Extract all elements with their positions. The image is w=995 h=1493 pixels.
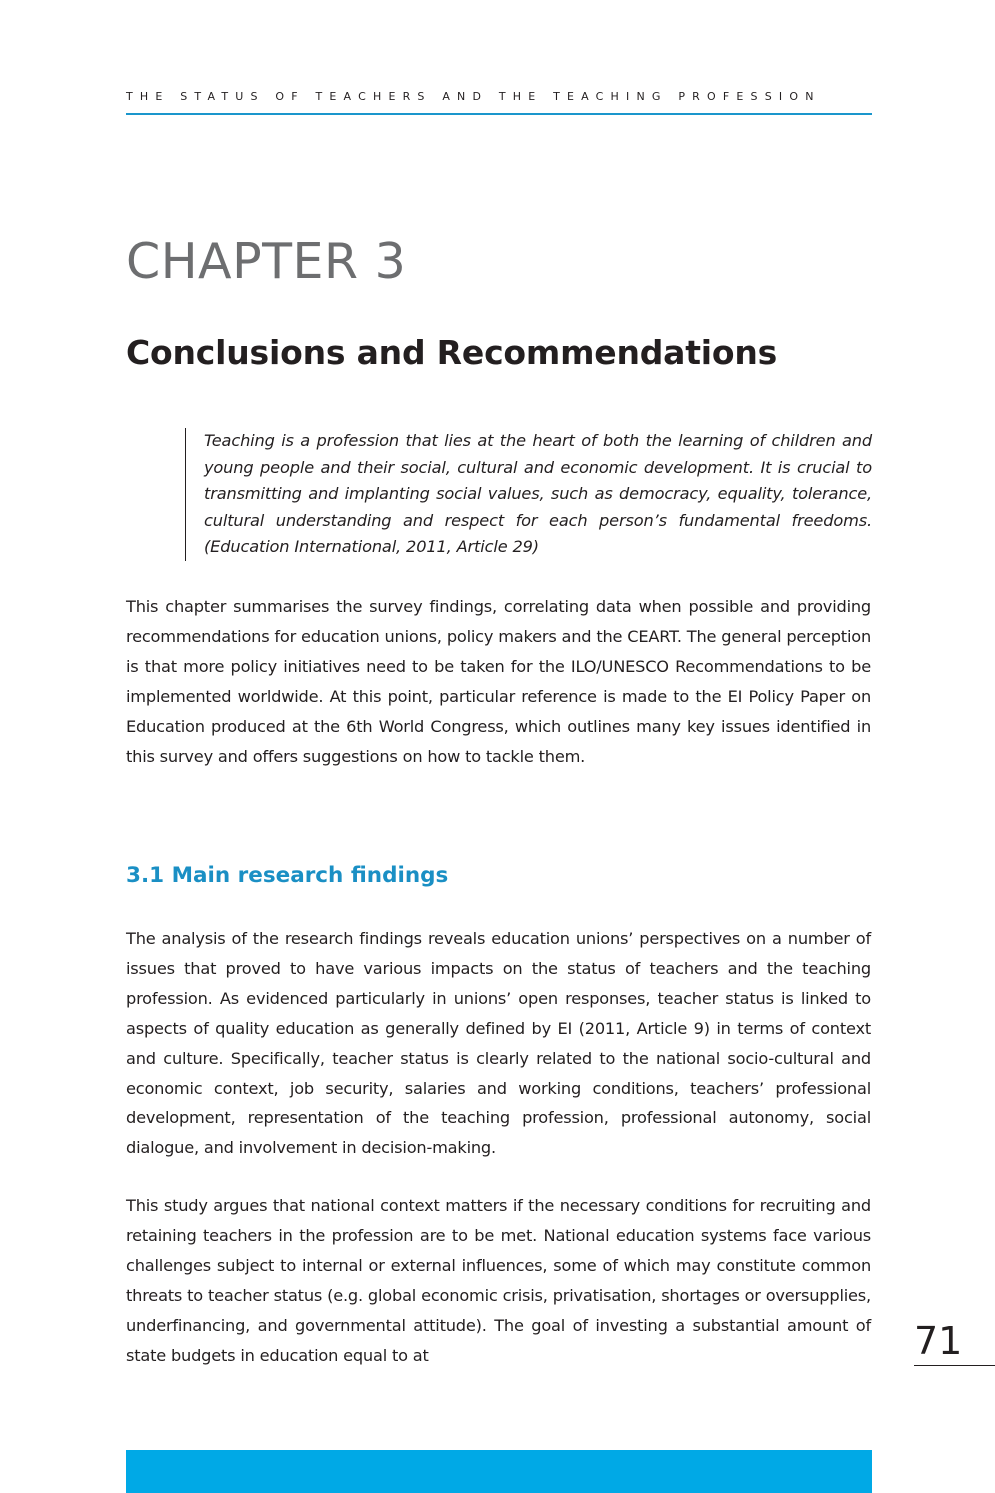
running-header: THE STATUS OF TEACHERS AND THE TEACHING PROFESSION [126, 90, 821, 103]
intro-paragraph: This chapter summarises the survey findings, correlating data when possible and providing recommendations for education unions, policy makers and the CEART. The general perception is that more policy initiatives need to be taken for the ILO/UNESCO Recommendations to be implemented worldwide. At this point, particular reference is made to the EI Policy Paper on Education produced at the 6th World Congress, which outlines many key issues identified in this survey and offers suggestions on how to tackle them. [126, 597, 871, 766]
findings-paragraph-2: This study argues that national context matters if the necessary conditions for recruiting and retaining teachers in the profession are to be met. National education systems face various challenges subject to internal or external influences, some of which may constitute common threats to teacher status (e.g. global economic crisis, privatisation, shortages or oversupplies, underfinancing, and governmental attitude). The goal of investing a substantial amount of state budgets in education equal to at [126, 1196, 871, 1365]
footer-bar [126, 1450, 872, 1493]
epigraph-text: Teaching is a profession that lies at the heart of both the learning of children and young people and their social, cultural and economic development. It is crucial to transmitting and implanting social values, such as democracy, equality, tolerance, cultural understanding and respect for each person’s fundamental freedoms. (Education International, 2011, Article 29) [204, 431, 872, 556]
page-number-rule [914, 1365, 995, 1366]
header-rule [126, 113, 872, 115]
findings-paragraph-1: The analysis of the research findings reveals education unions’ perspectives on a number of issues that proved to have various impacts on the status of teachers and the teaching profession. As evidenced particularly in unions’ open responses, teacher status is linked to aspects of quality education as generally defined by EI (2011, Article 9) in terms of context and culture. Specifically, teacher status is clearly related to the national socio-cultural and economic context, job security, salaries and working conditions, teachers’ professional development, representation of the teaching profession, professional autonomy, social dialogue, and involvement in decision-making. [126, 929, 871, 1158]
epigraph-quote [185, 428, 872, 561]
chapter-label: CHAPTER 3 [126, 233, 407, 290]
page-number: 71 [914, 1319, 963, 1363]
chapter-title: Conclusions and Recommendations [126, 333, 778, 372]
section-heading: 3.1 Main research findings [126, 863, 449, 888]
